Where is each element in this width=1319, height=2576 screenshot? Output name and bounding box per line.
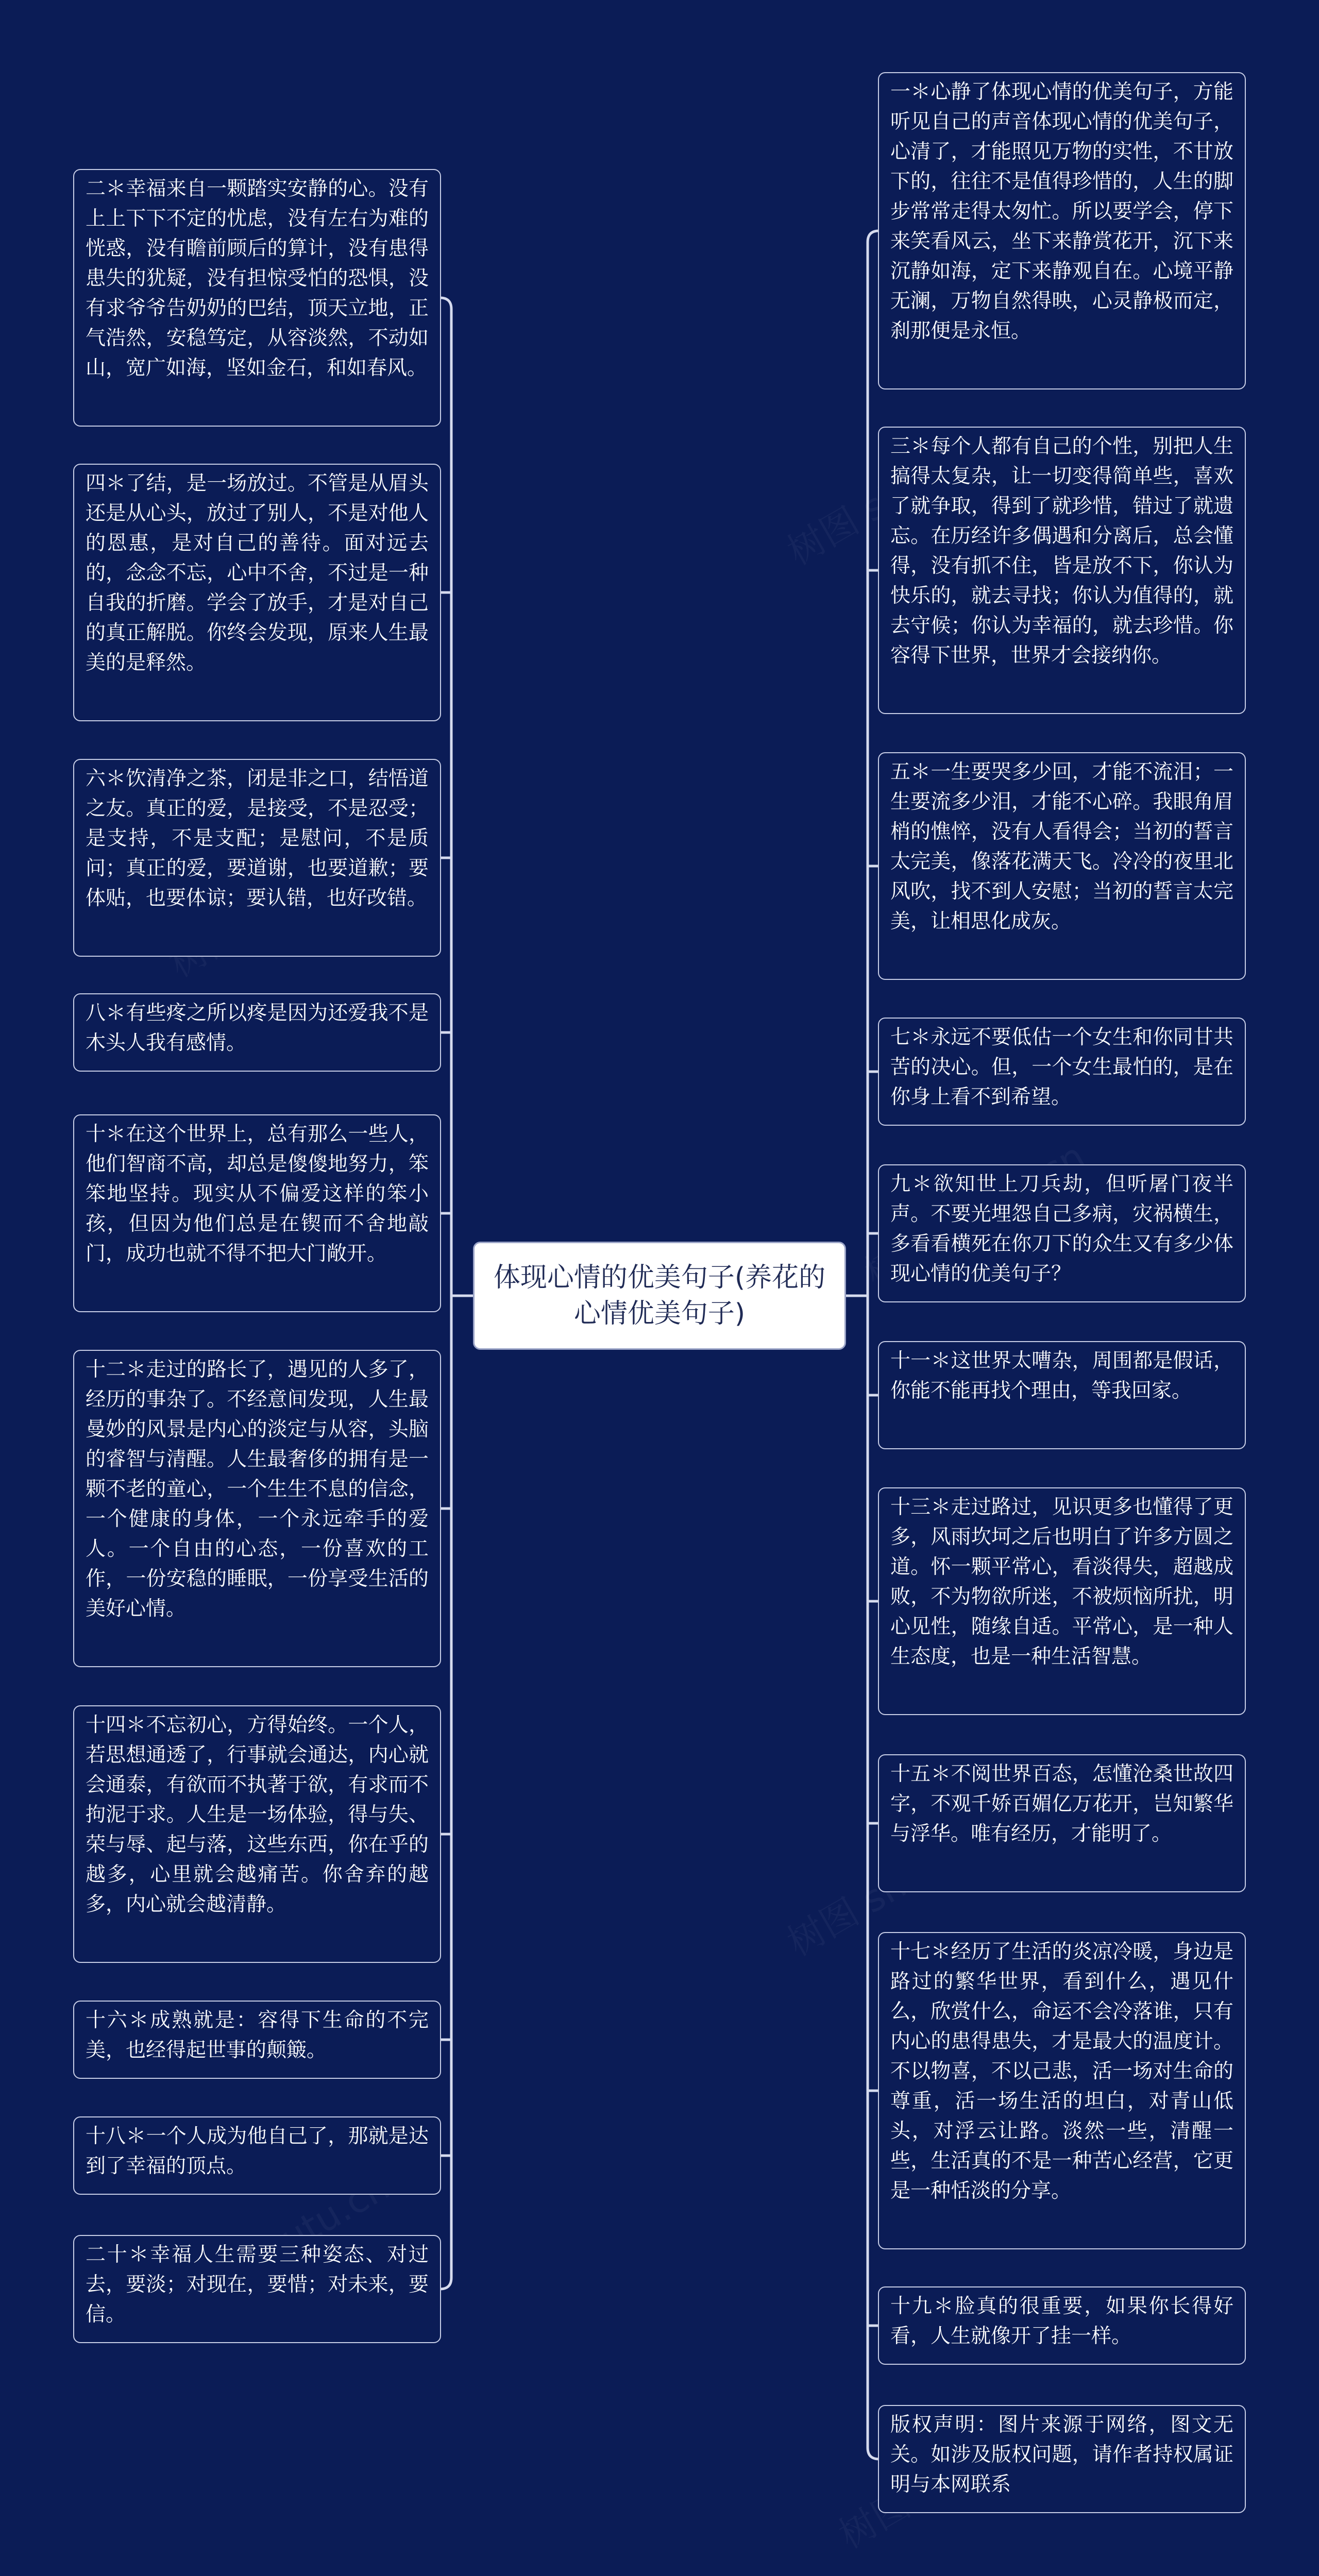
node-text: 十六＊成熟就是：容得下生命的不完美，也经得起世事的颠簸。	[86, 2009, 429, 2062]
node-text: 十七＊经历了生活的炎凉冷暖，身边是路过的繁华世界，看到什么，遇见什么，欣赏什么，命运不会冷落谁，只有内心的患得患失，才是最大的温度计。不以物喜，不以己悲，活一场对生命的尊重，活一场生活的坦白，对青山低头，对浮云让路。淡然一些，清醒一些，生活真的不是一种苦心经营，它更是一种恬淡的分享。	[890, 1940, 1233, 2202]
node-text: 二＊幸福来自一颗踏实安静的心。没有上上下下不定的忧虑，没有左右为难的恍惑，没有瞻前顾后的算计，没有患得患失的犹疑，没有担惊受怕的恐惧，没有求爷爷告奶奶的巴结，顶天立地，正气浩然，安稳笃定，从容淡然，不动如山，宽广如海，坚如金石，和如春风。	[86, 177, 429, 380]
left-branch-line	[440, 298, 451, 309]
center-topic[interactable]	[473, 1242, 846, 1350]
left-node-6[interactable]	[73, 1350, 441, 1667]
node-text: 十九＊脸真的很重要，如果你长得好看，人生就像开了挂一样。	[890, 2295, 1233, 2348]
left-node-3[interactable]	[73, 759, 441, 957]
node-text: 十五＊不阅世界百态，怎懂沧桑世故四字，不观千娇百媚亿万花开，岂知繁华与浮华。唯有经历，才能明了。	[890, 1762, 1233, 1845]
right-branch-line	[868, 231, 879, 242]
node-text: 三＊每个人都有自己的个性，别把人生搞得太复杂，让一切变得简单些，喜欢了就争取，得到了就珍惜，错过了就遗忘。在历经许多偶遇和分离后，总会懂得，没有抓不住，皆是放不下，你认为快乐的，就去寻找；你认为值得的，就去守候；你认为幸福的，就去珍惜。你容得下世界，世界才会接纳你。	[890, 435, 1233, 667]
right-node-11[interactable]	[878, 2405, 1246, 2513]
left-node-7[interactable]	[73, 1705, 441, 1963]
right-node-7[interactable]	[878, 1487, 1246, 1715]
node-text: 七＊永远不要低估一个女生和你同甘共苦的决心。但，一个女生最怕的，是在你身上看不到希望。	[890, 1026, 1233, 1109]
node-text: 十一＊这世界太嘈杂，周围都是假话，你能不能再找个理由，等我回家。	[890, 1349, 1233, 1402]
node-text: 十三＊走过路过，见识更多也懂得了更多，风雨坎坷之后也明白了许多方圆之道。怀一颗平常心，看淡得失，超越成败，不为物欲所迷，不被烦恼所扰，明心见性，随缘自适。平常心，是一种人生态度，也是一种生活智慧。	[890, 1496, 1233, 1668]
right-node-9[interactable]	[878, 1932, 1246, 2249]
left-node-2[interactable]	[73, 464, 441, 721]
left-branch-line	[440, 2278, 451, 2289]
left-node-9[interactable]	[73, 2116, 441, 2195]
node-text: 九＊欲知世上刀兵劫，但听屠门夜半声。不要光埋怨自己多病，灾祸横生，多看看横死在你刀下的众生又有多少体现心情的优美句子？	[890, 1173, 1233, 1285]
right-node-8[interactable]	[878, 1754, 1246, 1892]
left-node-10[interactable]	[73, 2235, 441, 2343]
node-text: 十四＊不忘初心，方得始终。一个人，若思想通透了，行事就会通达，内心就会通泰，有欲而不执著于欲，有求而不拘泥于求。人生是一场体验，得与失、荣与辱、起与落，这些东西，你在乎的越多，心里就会越痛苦。你舍弃的越多，内心就会越清静。	[86, 1714, 429, 1916]
node-text: 十二＊走过的路长了，遇见的人多了，经历的事杂了。不经意间发现，人生最曼妙的风景是内心的淡定与从容，头脑的睿智与清醒。人生最奢侈的拥有是一颗不老的童心，一个生生不息的信念，一个健康的身体，一个永远牵手的爱人。一个自由的心态，一份喜欢的工作，一份安稳的睡眠，一份享受生活的美好心情。	[86, 1358, 429, 1620]
left-node-4[interactable]	[73, 993, 441, 1072]
node-text: 版权声明：图片来源于网络，图文无关。如涉及版权问题，请作者持权属证明与本网联系	[890, 2413, 1233, 2496]
node-text: 十八＊一个人成为他自己了，那就是达到了幸福的顶点。	[86, 2125, 429, 2178]
right-node-3[interactable]	[878, 752, 1246, 980]
node-text: 六＊饮清净之茶，闭是非之口，结悟道之友。真正的爱，是接受，不是忍受；是支持，不是支配；是慰问，不是质问；真正的爱，要道谢，也要道歉；要体贴，也要体谅；要认错，也好改错。	[86, 767, 429, 910]
right-node-10[interactable]	[878, 2286, 1246, 2365]
right-node-6[interactable]	[878, 1341, 1246, 1449]
left-node-5[interactable]	[73, 1114, 441, 1312]
right-node-4[interactable]	[878, 1018, 1246, 1126]
node-text: 四＊了结，是一场放过。不管是从眉头还是从心头，放过了别人，不是对他人的恩惠，是对自己的善待。面对远去的，念念不忘，心中不舍，不过是一种自我的折磨。学会了放手，才是对自己的真正解脱。你终会发现，原来人生最美的是释然。	[86, 472, 429, 674]
node-text: 十＊在这个世界上，总有那么一些人，他们智商不高，却总是傻傻地努力，笨笨地坚持。现实从不偏爱这样的笨小孩，但因为他们总是在锲而不舍地敲门，成功也就不得不把大门敞开。	[86, 1123, 429, 1265]
right-node-2[interactable]	[878, 427, 1246, 714]
right-node-1[interactable]	[878, 72, 1246, 389]
left-node-1[interactable]	[73, 169, 441, 427]
node-text: 八＊有些疼之所以疼是因为还爱我不是木头人我有感情。	[86, 1002, 429, 1055]
left-node-8[interactable]	[73, 2001, 441, 2079]
node-text: 二十＊幸福人生需要三种姿态、对过去，要淡；对现在，要惜；对未来，要信。	[86, 2243, 429, 2326]
right-node-5[interactable]	[878, 1164, 1246, 1302]
center-topic-label: 体现心情的优美句子(养花的心情优美句子)	[493, 1262, 826, 1329]
right-branch-line	[868, 2448, 879, 2459]
node-text: 一＊心静了体现心情的优美句子，方能听见自己的声音体现心情的优美句子，心清了，才能照见万物的实性，不甘放下的，往往不是值得珍惜的，人生的脚步常常走得太匆忙。所以要学会，停下来笑看风云，坐下来静赏花开，沉下来沉静如海，定下来静观自在。心境平静无澜，万物自然得映，心灵静极而定，刹那便是永恒。	[890, 80, 1233, 343]
node-text: 五＊一生要哭多少回，才能不流泪；一生要流多少泪，才能不心碎。我眼角眉梢的憔悴，没有人看得会；当初的誓言太完美，像落花满天飞。冷冷的夜里北风吹，找不到人安慰；当初的誓言太完美，让相思化成灰。	[890, 760, 1233, 933]
